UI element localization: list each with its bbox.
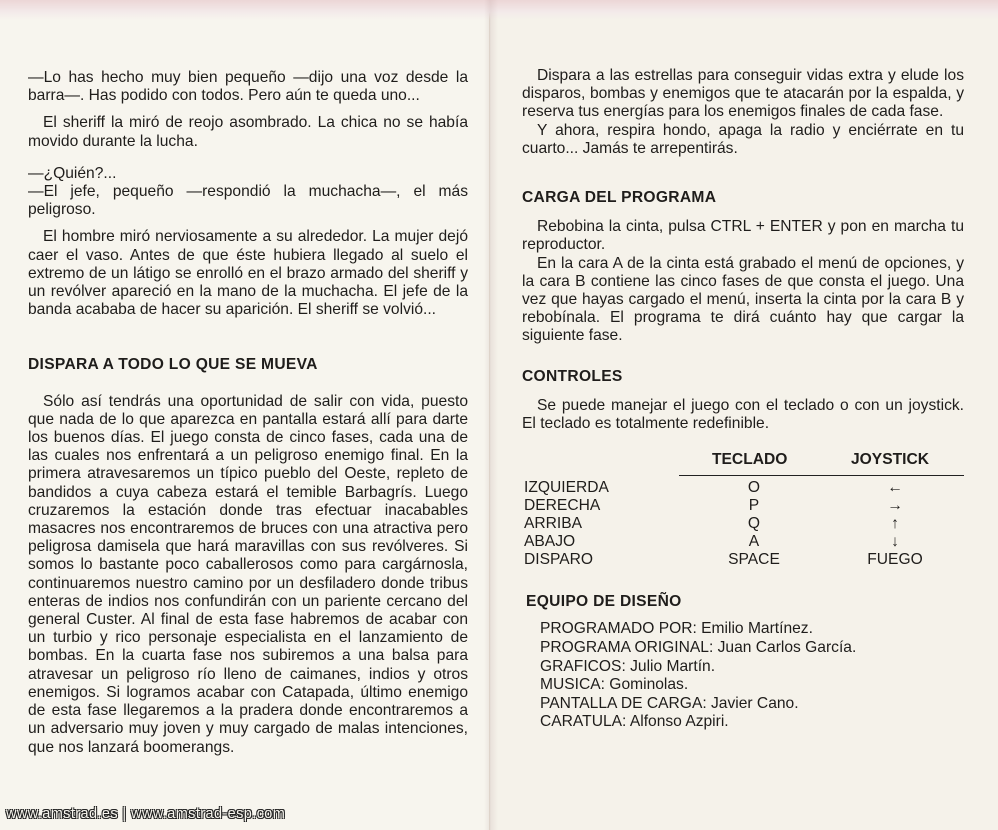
intro-paragraph-1: Dispara a las estrellas para conseguir vidas extra y elude los disparos, bombas y enemigos que te atacarán por la espalda, y reserva tus energías para los enemigos finales de cada fase. bbox=[522, 67, 964, 121]
row-key: A bbox=[748, 533, 760, 551]
page-fold bbox=[484, 0, 498, 830]
row-key: Q bbox=[747, 515, 761, 533]
row-joystick: FUEGO bbox=[867, 551, 923, 569]
story-paragraph-5: El hombre miró nerviosamente a su alrededor. La mujer dejó caer el vaso. Antes de que éste hubiera llegado al suelo el extremo de un látigo se enrolló en el brazo armado del sheriff y un revólver apareció en la mano de la muchacha. El jefe de la banda acababa de hacer su aparición. El sheriff se volvió... bbox=[28, 228, 468, 319]
row-action: ABAJO bbox=[524, 533, 576, 551]
row-key: SPACE bbox=[728, 551, 780, 569]
arrow-left-icon: ← bbox=[887, 479, 903, 497]
watermark: www.amstrad.es | www.amstrad-esp.com bbox=[6, 806, 286, 822]
row-key: P bbox=[748, 497, 760, 515]
row-action: DERECHA bbox=[524, 497, 601, 515]
row-action: ARRIBA bbox=[524, 515, 583, 533]
credit-line: PROGRAMA ORIGINAL: Juan Carlos García. bbox=[540, 639, 857, 657]
story-paragraph-1: —Lo has hecho muy bien pequeño —dijo una voz desde la barra—. Has podido con todos. Pero aún te queda uno... bbox=[28, 69, 468, 105]
intro-paragraph-2: Y ahora, respira hondo, apaga la radio y enciérrate en tu cuarto... Jamás te arrepentirás. bbox=[522, 121, 964, 157]
table-row bbox=[522, 533, 964, 551]
story-paragraph-4: —El jefe, pequeño —respondió la muchacha—, el más peligroso. bbox=[28, 183, 468, 219]
credits-list bbox=[540, 620, 964, 732]
controls-table bbox=[522, 451, 964, 569]
credit-line: CARATULA: Alfonso Azpiri. bbox=[540, 713, 729, 731]
right-column bbox=[522, 67, 964, 732]
row-key: O bbox=[747, 479, 761, 497]
left-column bbox=[28, 69, 468, 766]
table-row bbox=[522, 551, 964, 569]
section-title-carga: CARGA DEL PROGRAMA bbox=[522, 189, 717, 207]
table-row bbox=[522, 497, 964, 515]
arrow-right-icon: → bbox=[887, 497, 903, 515]
row-action: IZQUIERDA bbox=[524, 479, 609, 497]
section-title-controles: CONTROLES bbox=[522, 367, 623, 385]
header-teclado: TECLADO bbox=[712, 451, 788, 469]
story-paragraph-3: —¿Quién?... bbox=[28, 164, 117, 182]
header-rule bbox=[679, 475, 964, 476]
controls-table-header bbox=[522, 451, 964, 473]
credit-line: PROGRAMADO POR: Emilio Martínez. bbox=[540, 620, 813, 638]
arrow-down-icon: ↓ bbox=[891, 533, 899, 551]
credit-line: PANTALLA DE CARGA: Javier Cano. bbox=[540, 694, 799, 712]
top-edge-tint bbox=[0, 0, 998, 20]
section-text-dispara: Sólo así tendrás una oportunidad de salir con vida, puesto que nada de lo que aparezca en pantalla estará allí para darte los buenos días. El juego consta de cinco fases, cada una de las cuales nos enfrentará a un peligroso enemigo final. En la primera atravesaremos un típico pueblo del Oeste, repleto de bandidos a cuya cabeza estará el temible Barbagrís. Luego cruzaremos la estación donde tras efectuar inacabables masacres nos encontraremos de bruces con una atractiva pero peligrosa damisela que hará maravillas con sus revólveres. Si somos lo bastante poco caballerosos como para cargárnosla, continuaremos nuestro camino por un desfiladero donde tribus enteras de indios nos confundirán con un pariente cercano del general Custer. Al final de esta fase habremos de acabar con un turbio y rico personaje especialista en el lanzamiento de bombas. En la cuarta fase nos subiremos a una balsa para atravesar un peligroso río lleno de caimanes, indios y otros enemigos. Si logramos acabar con Catapada, último enemigo de esta fase llegaremos a la pradera donde encontraremos a un adversario muy joven y muy cargado de malas intenciones, que nos lanzará boomerangs. bbox=[28, 392, 468, 756]
table-row bbox=[522, 479, 964, 497]
carga-paragraph-1: Rebobina la cinta, pulsa CTRL + ENTER y pon en marcha tu reproductor. bbox=[522, 218, 964, 254]
controles-text: Se puede manejar el juego con el teclado o con un joystick. El teclado es totalmente redefinible. bbox=[522, 396, 964, 433]
section-title-dispara: DISPARA A TODO LO QUE SE MUEVA bbox=[28, 356, 318, 374]
credit-line: MUSICA: Gominolas. bbox=[540, 676, 689, 694]
row-action: DISPARO bbox=[524, 551, 594, 569]
carga-paragraph-2: En la cara A de la cinta está grabado el menú de opciones, y la cara B contiene las cinco fases de que consta el juego. Una vez que hayas cargado el menú, inserta la cinta por la cara B y rebobínala. El programa te dirá cuánto hay que cargar la siguiente fase. bbox=[522, 254, 964, 345]
credit-line: GRAFICOS: Julio Martín. bbox=[540, 657, 716, 675]
story-paragraph-2: El sheriff la miró de reojo asombrado. La chica no se había movido durante la lucha. bbox=[28, 114, 468, 150]
section-title-equipo: EQUIPO DE DISEÑO bbox=[526, 593, 682, 611]
arrow-up-icon: ↑ bbox=[891, 515, 899, 533]
table-row bbox=[522, 515, 964, 533]
header-joystick: JOYSTICK bbox=[851, 451, 929, 469]
